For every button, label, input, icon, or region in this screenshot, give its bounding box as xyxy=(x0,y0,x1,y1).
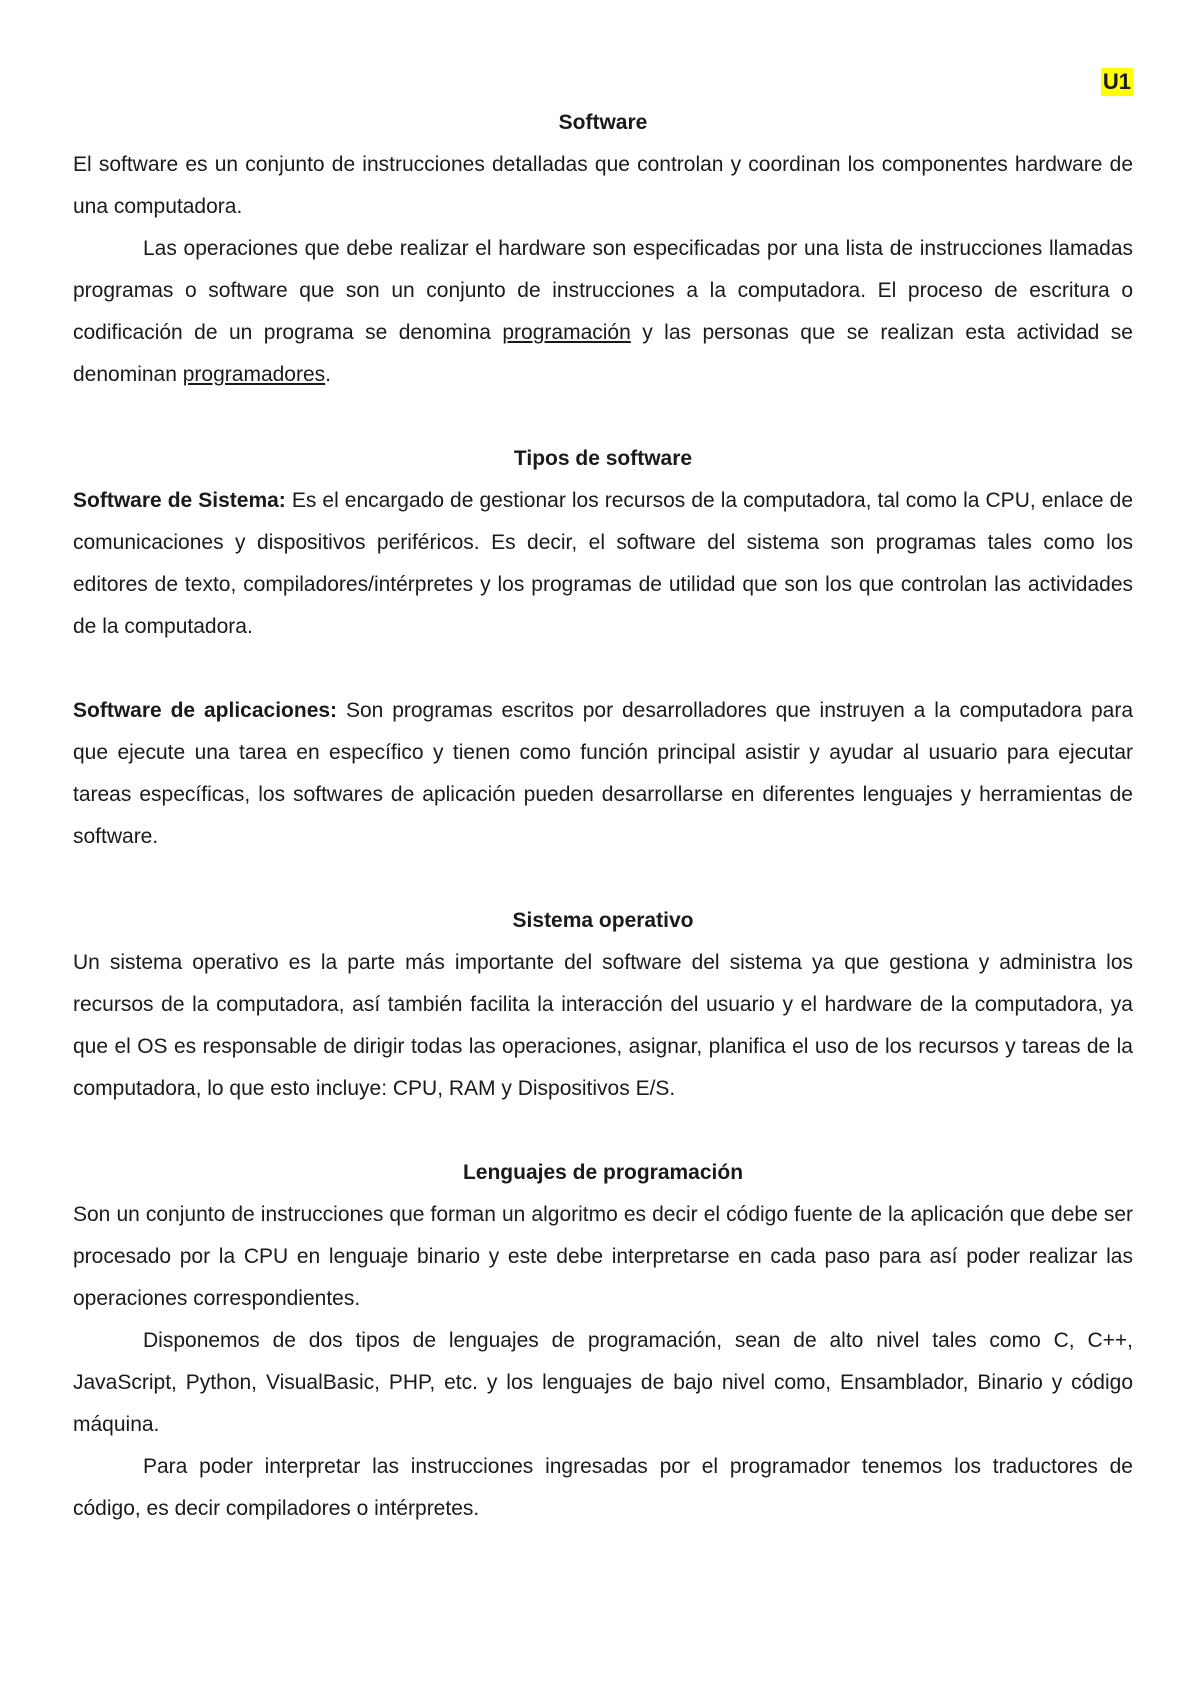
underlined-term-programacion: programación xyxy=(502,321,631,344)
spacer xyxy=(73,1110,1133,1152)
spacer xyxy=(73,648,1133,690)
spacer xyxy=(73,396,1133,438)
document-page xyxy=(73,68,1133,1530)
spacer xyxy=(73,858,1133,900)
paragraph-software-operations xyxy=(73,228,1133,396)
paragraph-lenguajes-traductores: Para poder interpretar las instrucciones ingresadas por el programador tenemos los traductores de código, es decir compiladores o intérpretes. xyxy=(73,1455,1133,1520)
doc-label-row xyxy=(73,68,1133,102)
term-software-de-aplicaciones: Software de aplicaciones: xyxy=(73,699,338,722)
underlined-term-programadores: programadores xyxy=(182,363,326,386)
unit-label: U1 xyxy=(1102,69,1131,94)
paragraph-software-de-sistema xyxy=(73,480,1133,648)
heading-lenguajes-de-programacion: Lenguajes de programación xyxy=(462,1161,744,1184)
term-software-de-sistema: Software de Sistema: xyxy=(73,489,286,512)
paragraph-software-definition: El software es un conjunto de instrucciones detalladas que controlan y coordinan los componentes hardware de una computadora. xyxy=(73,153,1133,218)
text-fragment: Es el encargado de gestionar los recursos de la computadora, tal como la CPU, enlace de comunicaciones y dispositivos periféricos. Es decir, el software del sistema son programas tales como los editores de texto, compiladores/intérpretes y los programas de utilidad que son los que controlan las actividades de la computadora. xyxy=(73,489,1134,638)
paragraph-sistema-operativo: Un sistema operativo es la parte más importante del software del sistema ya que gestiona y administra los recursos de la computadora, así también facilita la interacción del usuario y el hardware de la computadora, ya que el OS es responsable de dirigir todas las operaciones, asignar, planifica el uso de los recursos y tareas de la computadora, lo que esto incluye: CPU, RAM y Dispositivos E/S. xyxy=(73,951,1133,1100)
text-fragment: y las personas que se realizan esta actividad se denominan xyxy=(73,321,1133,386)
paragraph-software-de-aplicaciones xyxy=(73,690,1133,858)
paragraph-lenguajes-tipos: Disponemos de dos tipos de lenguajes de programación, sean de alto nivel tales como C, C++, JavaScript, Python, VisualBasic, PHP, etc. y los lenguajes de bajo nivel como, Ensamblador, Binario y código máquina. xyxy=(73,1329,1133,1436)
text-fragment: . xyxy=(325,363,331,386)
paragraph-lenguajes-definition: Son un conjunto de instrucciones que forman un algoritmo es decir el código fuente de la aplicación que debe ser procesado por la CPU en lenguaje binario y este debe interpretarse en cada paso para así poder realizar las operaciones correspondientes. xyxy=(73,1203,1133,1310)
heading-sistema-operativo: Sistema operativo xyxy=(512,909,694,932)
text-fragment: Las operaciones que debe realizar el hardware son especificadas por una lista de instrucciones llamadas programas o software que son un conjunto de instrucciones a la computadora. El proceso de escritura o codificación de un programa se denomina xyxy=(73,237,1133,344)
heading-software: Software xyxy=(558,111,648,134)
text-fragment: Son programas escritos por desarrolladores que instruyen a la computadora para que ejecute una tarea en específico y tienen como función principal asistir y ayudar al usuario para ejecutar tareas específicas, los softwares de aplicación pueden desarrollarse en diferentes lenguajes y herramientas de software. xyxy=(73,699,1133,848)
heading-tipos-de-software: Tipos de software xyxy=(513,447,693,470)
